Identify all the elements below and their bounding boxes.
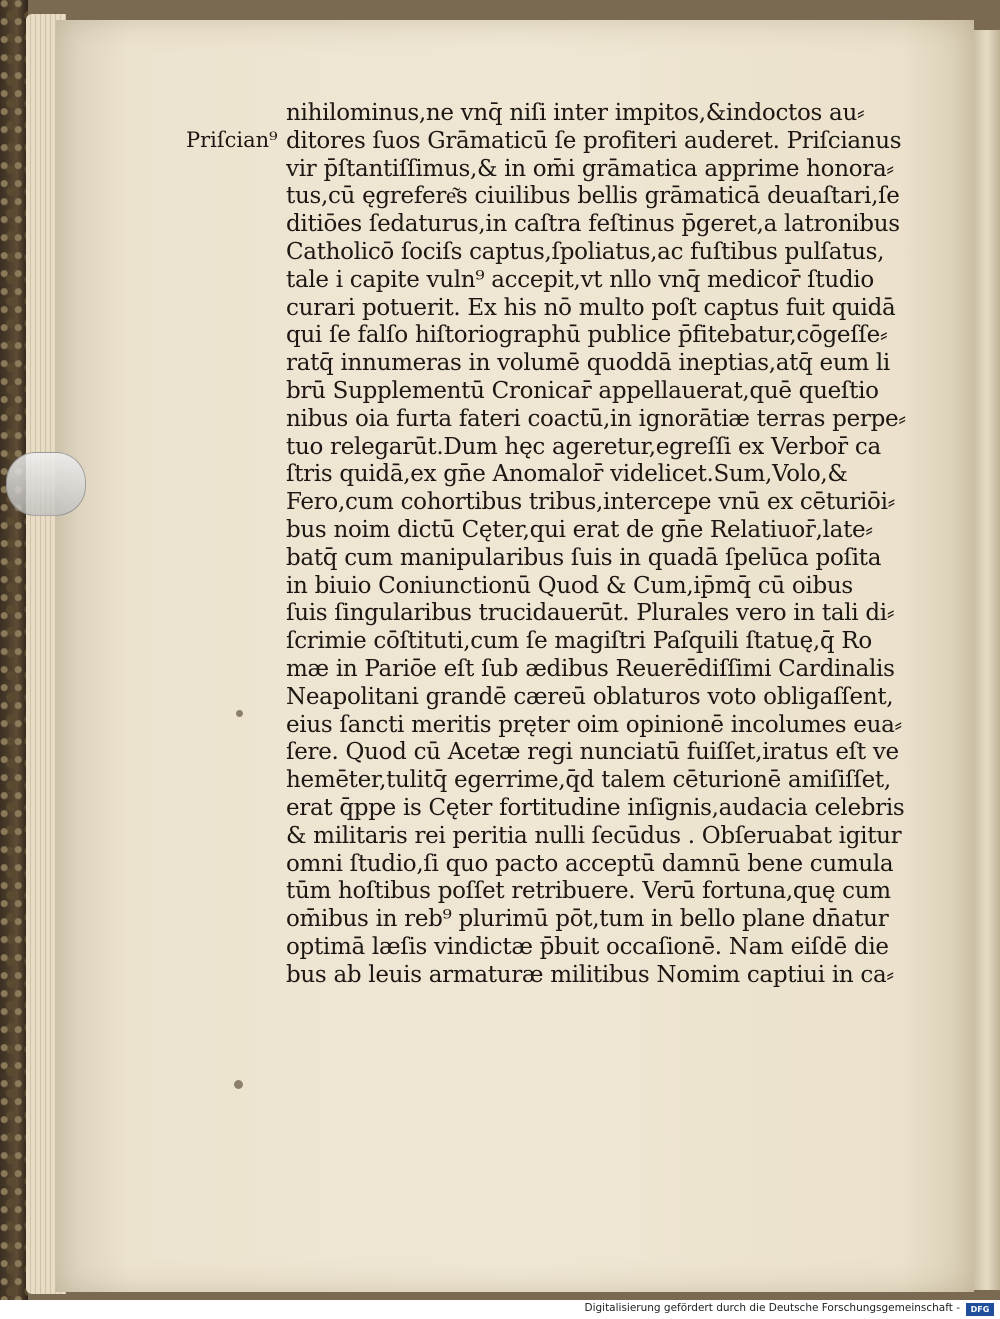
text-line: mæ in Pariōe eſt ſub ædibus Reuerēdiſſimi Cardinalis: [286, 655, 895, 682]
text-line: ſtris quidā,ex gn̄e Anomalor̄ videlicet.Sum,Volo,&: [286, 461, 848, 488]
dfg-logo: DFG: [966, 1303, 994, 1316]
page-clip: [6, 452, 86, 516]
text-line: tūm hoſtibus poſſet retribuere. Verū fortuna,quę cum: [286, 878, 891, 905]
text-line: omni ſtudio,ſi quo pacto acceptū damnū bene cumula: [286, 850, 894, 877]
marginal-note: Priſcian⁹: [186, 128, 278, 152]
text-line: erat q̄ppe is Cęter fortitudine inſignis,audacia celebris: [286, 794, 905, 821]
text-line: ſere. Quod cū Acetæ regi nunciatū fuiſſet,iratus eſt ve: [286, 739, 899, 766]
ink-spot: [236, 710, 243, 717]
text-line: ſcrimie cōſtituti,cum ſe magiſtri Paſquili ſtatuę,q̄ Ro: [286, 628, 872, 655]
text-line: vir p̄ſtantiſſimus,& in om̄i grāmatica apprime honora⸗: [286, 155, 894, 182]
text-line: Neapolitani grandē cæreū oblaturos voto obligaſſent,: [286, 683, 894, 710]
text-line: batq̄ cum manipularibus ſuis in quadā ſpelūca poſita: [286, 544, 882, 571]
text-line: qui ſe falſo hiſtoriographū publice p̄fitebatur,cōgeſſe⸗: [286, 322, 888, 349]
text-line: ſuis ſingularibus trucidauerūt. Plurales vero in tali di⸗: [286, 600, 895, 627]
text-line: tuo relegarūt.Dum hęc ageretur,egreſſi ex Verbor̄ ca: [286, 433, 881, 460]
funding-credit: Digitalisierung gefördert durch die Deutsche Forschungsgemeinschaft -: [584, 1302, 960, 1314]
text-line: nihilominus,ne vnq̄ niſi inter impitos,&indoctos au⸗: [286, 100, 865, 126]
text-line: hemēter,tulitq̄ egerrime,q̄d talem cēturionē amiſiſſet,: [286, 767, 891, 794]
main-text-block: [286, 100, 906, 990]
ink-spot: [234, 1080, 243, 1089]
text-line: curari potuerit. Ex his nō multo poſt captus fuit quidā: [286, 294, 896, 321]
text-line: optimā læſis vindictæ p̄buit occaſionē. Nam eiſdē die: [286, 933, 889, 960]
book-cover-edge: [0, 0, 28, 1300]
text-line: ditores ſuos Grāmaticū ſe profiteri auderet. Priſcianus: [286, 127, 902, 154]
text-line: & militaris rei peritia nulli ſecūdus . Obſeruabat igitur: [286, 822, 902, 849]
text-line: nibus oia furta fateri coactū,in ignorātiæ terras perpe⸗: [286, 405, 906, 432]
text-line: Catholicō ſociſs captus,ſpoliatus,ac fuſtibus pulſatus,: [286, 238, 885, 265]
text-line: bus ab leuis armaturæ militibus Nomim captiui in ca⸗: [286, 961, 894, 988]
footer-bar: [0, 1300, 1000, 1319]
text-line: Fero,cum cohortibus tribus,intercepe vnū ex cēturiōi⸗: [286, 489, 895, 516]
text-line: ratq̄ innumeras in volumē quoddā ineptias,atq̄ eum li: [286, 350, 890, 377]
text-line: in biuio Coniunctionū Quod & Cum,ip̄mq̄ cū oibus: [286, 572, 853, 599]
text-line: bus noim dictū Cęter,qui erat de gn̄e Relatiuor̄,late⸗: [286, 516, 873, 543]
facing-page-edge: [974, 30, 1000, 1290]
text-line: om̄ibus in reb⁹ plurimū pōt,tum in bello plane dn̄atur: [286, 906, 889, 933]
text-line: brū Supplementū Cronicar̄ appellauerat,quē queſtio: [286, 377, 879, 404]
text-line: ditiōes ſedaturus,in caſtra feſtinus p̄geret,a latronibus: [286, 211, 900, 238]
text-line: eius ſancti meritis pręter oim opinionē incolumes eua⸗: [286, 711, 902, 738]
text-line: tus,cū ęgrefere͂s ciuilibus bellis grāmaticā deuaſtari,ſe: [286, 183, 900, 210]
text-line: tale i capite vuln⁹ accepit,vt nllo vnq̄ medicor̄ ſtudio: [286, 266, 874, 293]
